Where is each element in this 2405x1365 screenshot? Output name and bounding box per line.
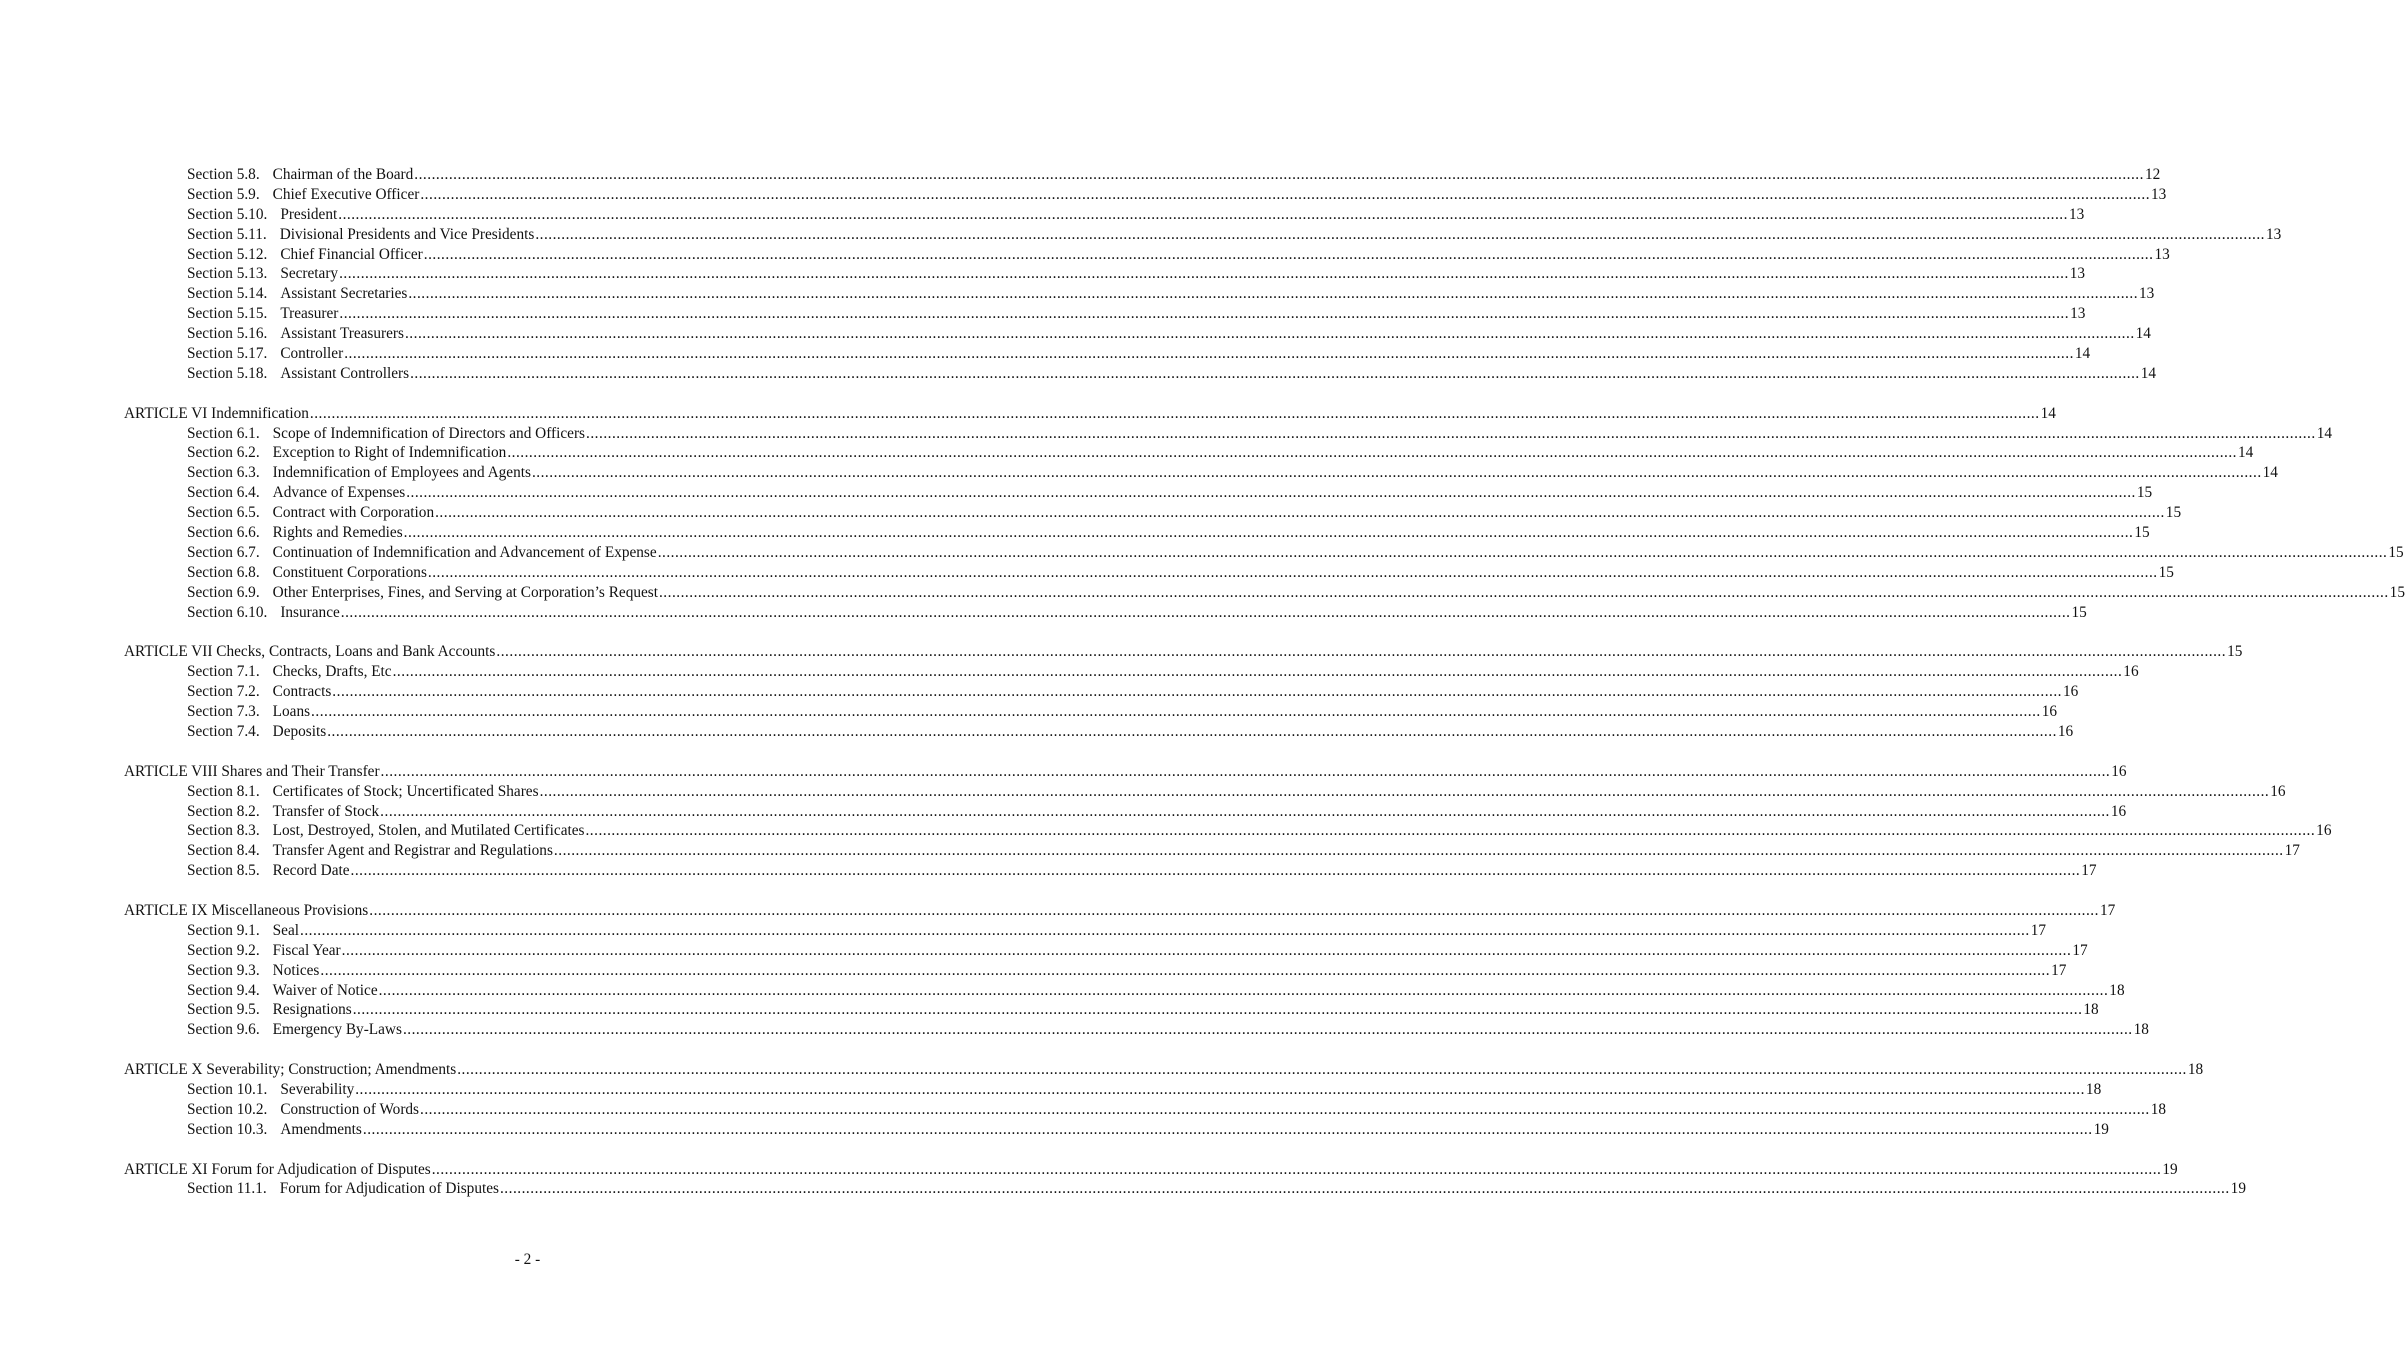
page-reference: 13 <box>2266 225 2282 243</box>
dot-leader: ................................................................................................................................................................................................................................................................................................................................................................................................................ <box>499 1180 2230 1198</box>
page-reference: 17 <box>2051 961 2067 979</box>
dot-leader: ................................................................................................................................................................................................................................................................................................................................................................................................................ <box>350 862 2081 880</box>
page-reference: 14 <box>2140 364 2157 382</box>
dot-leader: ................................................................................................................................................................................................................................................................................................................................................................................................................ <box>457 1061 2187 1079</box>
section-number: Section 7.2. <box>187 683 260 701</box>
section-number: Section 5.18. <box>187 364 268 382</box>
toc-article-entry[interactable] <box>124 762 2127 782</box>
section-number: Section 9.1. <box>187 921 260 939</box>
toc-section-entry[interactable] <box>124 304 2086 324</box>
toc-section-entry[interactable] <box>124 424 2332 444</box>
section-number: Section 5.8. <box>187 166 260 183</box>
page-reference: 15 <box>2071 603 2087 621</box>
page-reference: 15 <box>2388 543 2404 561</box>
page-reference: 13 <box>2151 185 2167 203</box>
page-reference: 16 <box>2111 762 2127 780</box>
page-reference: 13 <box>2154 245 2170 263</box>
dot-leader: ................................................................................................................................................................................................................................................................................................................................................................................................................ <box>414 166 2144 183</box>
section-number: Section 9.3. <box>187 961 260 979</box>
dot-leader: ................................................................................................................................................................................................................................................................................................................................................................................................................ <box>507 444 2237 462</box>
section-number: Section 6.7. <box>187 543 260 561</box>
section-title: Assistant Controllers <box>280 364 410 382</box>
toc-section-entry[interactable] <box>124 1080 2102 1100</box>
spacer <box>124 622 931 642</box>
section-title: Resignations <box>272 1001 352 1019</box>
page-reference: 14 <box>2262 464 2278 482</box>
section-title: Insurance <box>280 603 340 621</box>
dot-leader: ................................................................................................................................................................................................................................................................................................................................................................................................................ <box>423 245 2154 263</box>
page-reference: 19 <box>2093 1120 2109 1138</box>
dot-leader: ................................................................................................................................................................................................................................................................................................................................................................................................................ <box>320 961 2051 979</box>
section-title: Amendments <box>280 1120 362 1138</box>
page-reference: 16 <box>2062 683 2079 701</box>
section-title: Controller <box>280 345 344 363</box>
section-title: Other Enterprises, Fines, and Serving at Corporation’s Request <box>272 583 658 601</box>
toc-article-entry[interactable] <box>124 1060 2204 1080</box>
section-number: Section 8.3. <box>187 822 260 840</box>
page-reference: 16 <box>2123 663 2139 681</box>
dot-leader: ................................................................................................................................................................................................................................................................................................................................................................................................................ <box>338 205 2068 223</box>
dot-leader: ................................................................................................................................................................................................................................................................................................................................................................................................................ <box>496 643 2227 661</box>
dot-leader: ................................................................................................................................................................................................................................................................................................................................................................................................................ <box>585 822 2316 840</box>
section-title: Exception to Right of Indemnification <box>272 444 507 462</box>
page-reference: 15 <box>2227 643 2243 661</box>
spacer <box>124 1140 931 1160</box>
dot-leader: ................................................................................................................................................................................................................................................................................................................................................................................................................ <box>553 842 2284 860</box>
section-title: Advance of Expenses <box>272 484 406 502</box>
article-title: ARTICLE VI Indemnification <box>124 404 309 422</box>
page-reference: 15 <box>2389 583 2405 601</box>
page-reference: 18 <box>2109 981 2125 999</box>
section-number: Section 5.15. <box>187 305 268 323</box>
toc-section-entry[interactable] <box>124 702 2058 722</box>
page-reference: 14 <box>2135 325 2151 343</box>
section-number: Section 8.4. <box>187 842 260 860</box>
page-reference: 14 <box>2316 424 2332 442</box>
section-number: Section 10.1. <box>187 1080 268 1098</box>
toc-section-entry[interactable] <box>124 443 2254 463</box>
section-number: Section 6.10. <box>187 603 268 621</box>
page-reference: 17 <box>2030 921 2046 939</box>
dot-leader: ................................................................................................................................................................................................................................................................................................................................................................................................................ <box>431 1160 2162 1178</box>
section-number: Section 9.6. <box>187 1021 260 1039</box>
section-number: Section 10.3. <box>187 1120 268 1138</box>
toc-section-entry[interactable] <box>124 583 2405 603</box>
toc-section-entry[interactable] <box>124 782 2286 802</box>
page-reference: 18 <box>2085 1080 2102 1098</box>
page-reference: 15 <box>2134 524 2150 542</box>
toc-section-entry[interactable] <box>124 821 2332 841</box>
dot-leader: ................................................................................................................................................................................................................................................................................................................................................................................................................ <box>380 802 2110 820</box>
page-reference: 16 <box>2041 703 2058 721</box>
dot-leader: ................................................................................................................................................................................................................................................................................................................................................................................................................ <box>340 603 2071 621</box>
page-reference: 17 <box>2081 862 2097 880</box>
section-title: Certificates of Stock; Uncertificated Shares <box>272 782 539 800</box>
dot-leader: ................................................................................................................................................................................................................................................................................................................................................................................................................ <box>378 981 2109 999</box>
dot-leader: ................................................................................................................................................................................................................................................................................................................................................................................................................ <box>535 225 2265 243</box>
toc-section-entry[interactable] <box>124 165 2161 185</box>
section-title: Assistant Treasurers <box>280 325 404 343</box>
toc-section-entry[interactable] <box>124 543 2404 563</box>
toc-section-entry[interactable] <box>124 364 2157 384</box>
page-reference: 18 <box>2150 1100 2166 1118</box>
dot-leader: ................................................................................................................................................................................................................................................................................................................................................................................................................ <box>404 325 2135 343</box>
page-reference: 16 <box>2270 782 2286 800</box>
section-title: Loans <box>272 703 311 721</box>
section-number: Section 6.4. <box>187 484 260 502</box>
dot-leader: ................................................................................................................................................................................................................................................................................................................................................................................................................ <box>420 185 2151 203</box>
section-title: Rights and Remedies <box>272 524 403 542</box>
section-title: Contract with Corporation <box>272 504 435 522</box>
section-number: Section 10.2. <box>187 1100 268 1118</box>
dot-leader: ................................................................................................................................................................................................................................................................................................................................................................................................................ <box>369 901 2099 919</box>
section-title: Constituent Corporations <box>272 563 427 581</box>
toc-section-entry[interactable] <box>124 185 2167 205</box>
page-reference: 15 <box>2165 504 2182 522</box>
page-reference: 13 <box>2070 305 2086 323</box>
toc-section-entry[interactable] <box>124 841 2300 861</box>
toc-section-entry[interactable] <box>124 324 2151 344</box>
dot-leader: ................................................................................................................................................................................................................................................................................................................................................................................................................ <box>332 683 2062 701</box>
page-reference: 18 <box>2133 1021 2149 1039</box>
page-reference: 19 <box>2162 1160 2178 1178</box>
article-title: ARTICLE XI Forum for Adjudication of Disputes <box>124 1160 431 1178</box>
section-number: Section 5.17. <box>187 345 268 363</box>
toc-section-entry[interactable] <box>124 225 2282 245</box>
dot-leader: ................................................................................................................................................................................................................................................................................................................................................................................................................ <box>408 285 2139 303</box>
section-title: Forum for Adjudication of Disputes <box>279 1180 499 1198</box>
dot-leader: ................................................................................................................................................................................................................................................................................................................................................................................................................ <box>309 404 2040 422</box>
section-title: Chief Financial Officer <box>280 245 423 263</box>
section-title: Notices <box>272 961 320 979</box>
section-number: Section 9.5. <box>187 1001 260 1019</box>
dot-leader: ................................................................................................................................................................................................................................................................................................................................................................................................................ <box>420 1100 2150 1118</box>
section-number: Section 9.2. <box>187 941 260 959</box>
dot-leader: ................................................................................................................................................................................................................................................................................................................................................................................................................ <box>406 484 2136 502</box>
spacer <box>124 881 931 901</box>
toc-article-entry[interactable] <box>124 404 2056 424</box>
section-title: Contracts <box>272 683 332 701</box>
page-reference: 13 <box>2069 265 2086 283</box>
section-title: Fiscal Year <box>272 941 341 959</box>
toc-section-entry[interactable] <box>124 981 2125 1001</box>
section-title: Emergency By-Laws <box>272 1021 402 1039</box>
page-reference: 14 <box>2040 404 2056 422</box>
section-number: Section 8.1. <box>187 782 260 800</box>
section-title: Chairman of the Board <box>272 166 414 183</box>
section-title: Deposits <box>272 722 327 740</box>
section-number: Section 6.3. <box>187 464 260 482</box>
toc-section-entry[interactable] <box>124 603 2087 623</box>
dot-leader: ................................................................................................................................................................................................................................................................................................................................................................................................................ <box>380 762 2111 780</box>
section-number: Section 6.9. <box>187 583 260 601</box>
page-reference: 16 <box>2057 722 2074 740</box>
dot-leader: ................................................................................................................................................................................................................................................................................................................................................................................................................ <box>327 722 2057 740</box>
toc-section-entry[interactable] <box>124 722 2074 742</box>
dot-leader: ................................................................................................................................................................................................................................................................................................................................................................................................................ <box>392 663 2123 681</box>
page-reference: 14 <box>2074 345 2091 363</box>
section-title: Scope of Indemnification of Directors and Officers <box>272 424 586 442</box>
section-title: Treasurer <box>280 305 339 323</box>
dot-leader: ................................................................................................................................................................................................................................................................................................................................................................................................................ <box>657 543 2388 561</box>
toc-section-entry[interactable] <box>124 284 2155 304</box>
section-number: Section 5.10. <box>187 205 268 223</box>
section-title: President <box>280 205 338 223</box>
page-reference: 18 <box>2083 1001 2099 1019</box>
dot-leader: ................................................................................................................................................................................................................................................................................................................................................................................................................ <box>539 782 2270 800</box>
dot-leader: ................................................................................................................................................................................................................................................................................................................................................................................................................ <box>355 1080 2085 1098</box>
toc-section-entry[interactable] <box>124 1100 2166 1120</box>
spacer <box>124 384 931 404</box>
toc-section-entry[interactable] <box>124 463 2278 483</box>
toc-section-entry[interactable] <box>124 861 2097 881</box>
article-title: ARTICLE VII Checks, Contracts, Loans and Bank Accounts <box>124 643 496 661</box>
page-reference: 12 <box>2144 166 2161 183</box>
page-reference: 13 <box>2139 285 2155 303</box>
toc-section-entry[interactable] <box>124 344 2091 364</box>
page-reference: 17 <box>2284 842 2300 860</box>
toc-section-entry[interactable] <box>124 682 2079 702</box>
section-title: Record Date <box>272 862 350 880</box>
dot-leader: ................................................................................................................................................................................................................................................................................................................................................................................................................ <box>427 563 2158 581</box>
toc-article-entry[interactable] <box>124 901 2116 921</box>
section-number: Section 5.14. <box>187 285 268 303</box>
section-number: Section 7.3. <box>187 703 260 721</box>
spacer <box>124 1040 931 1060</box>
section-title: Secretary <box>280 265 339 283</box>
dot-leader: ................................................................................................................................................................................................................................................................................................................................................................................................................ <box>311 703 2041 721</box>
toc-section-entry[interactable] <box>124 483 2153 503</box>
section-number: Section 5.13. <box>187 265 268 283</box>
toc-section-entry[interactable] <box>124 1179 2246 1199</box>
section-title: Lost, Destroyed, Stolen, and Mutilated Certificates <box>272 822 585 840</box>
toc-section-entry[interactable] <box>124 802 2127 822</box>
section-number: Section 5.12. <box>187 245 268 263</box>
section-number: Section 7.1. <box>187 663 260 681</box>
section-title: Chief Executive Officer <box>272 185 420 203</box>
toc-section-entry[interactable] <box>124 1020 2149 1040</box>
dot-leader: ................................................................................................................................................................................................................................................................................................................................................................................................................ <box>410 364 2140 382</box>
page-reference: 17 <box>2099 901 2116 919</box>
page-reference: 18 <box>2187 1061 2204 1079</box>
page-reference: 14 <box>2238 444 2254 462</box>
toc-section-entry[interactable] <box>124 662 2139 682</box>
toc-section-entry[interactable] <box>124 1000 2099 1020</box>
dot-leader: ................................................................................................................................................................................................................................................................................................................................................................................................................ <box>402 1021 2133 1039</box>
dot-leader: ................................................................................................................................................................................................................................................................................................................................................................................................................ <box>362 1120 2093 1138</box>
section-number: Section 9.4. <box>187 981 260 999</box>
section-title: Transfer Agent and Registrar and Regulations <box>272 842 553 860</box>
toc-article-entry[interactable] <box>124 642 2243 662</box>
section-title: Divisional Presidents and Vice Presidents <box>279 225 535 243</box>
section-number: Section 6.2. <box>187 444 260 462</box>
section-title: Indemnification of Employees and Agents <box>272 464 531 482</box>
dot-leader: ................................................................................................................................................................................................................................................................................................................................................................................................................ <box>352 1001 2083 1019</box>
page-reference: 16 <box>2316 822 2332 840</box>
section-number: Section 8.2. <box>187 802 260 820</box>
section-title: Transfer of Stock <box>272 802 380 820</box>
section-number: Section 6.5. <box>187 504 260 522</box>
section-title: Checks, Drafts, Etc <box>272 663 392 681</box>
dot-leader: ................................................................................................................................................................................................................................................................................................................................................................................................................ <box>339 265 2069 283</box>
toc-section-entry[interactable] <box>124 563 2174 583</box>
section-number: Section 7.4. <box>187 722 260 740</box>
section-number: Section 5.11. <box>187 225 267 243</box>
dot-leader: ................................................................................................................................................................................................................................................................................................................................................................................................................ <box>341 941 2072 959</box>
toc-section-entry[interactable] <box>124 503 2182 523</box>
dot-leader: ................................................................................................................................................................................................................................................................................................................................................................................................................ <box>435 504 2165 522</box>
toc-section-entry[interactable] <box>124 921 2046 941</box>
spacer <box>124 742 931 762</box>
section-title: Construction of Words <box>280 1100 420 1118</box>
toc-section-entry[interactable] <box>124 961 2067 981</box>
page-reference: 16 <box>2110 802 2127 820</box>
page-reference: 19 <box>2230 1180 2246 1198</box>
dot-leader: ................................................................................................................................................................................................................................................................................................................................................................................................................ <box>300 921 2030 939</box>
section-number: Section 11.1. <box>187 1180 267 1198</box>
section-title: Continuation of Indemnification and Advancement of Expense <box>272 543 657 561</box>
page-reference: 15 <box>2158 563 2174 581</box>
table-of-contents <box>124 165 2405 1199</box>
toc-article-entry[interactable] <box>124 1160 2178 1180</box>
dot-leader: ................................................................................................................................................................................................................................................................................................................................................................................................................ <box>658 583 2389 601</box>
dot-leader: ................................................................................................................................................................................................................................................................................................................................................................................................................ <box>339 305 2070 323</box>
section-number: Section 5.9. <box>187 185 260 203</box>
page-reference: 17 <box>2072 941 2088 959</box>
section-title: Seal <box>272 921 299 939</box>
article-title: ARTICLE VIII Shares and Their Transfer <box>124 762 380 780</box>
section-number: Section 6.1. <box>187 424 260 442</box>
section-title: Waiver of Notice <box>272 981 378 999</box>
toc-section-entry[interactable] <box>124 941 2088 961</box>
section-number: Section 6.8. <box>187 563 260 581</box>
dot-leader: ................................................................................................................................................................................................................................................................................................................................................................................................................ <box>586 424 2316 442</box>
section-title: Severability <box>280 1080 355 1098</box>
section-title: Assistant Secretaries <box>280 285 408 303</box>
dot-leader: ................................................................................................................................................................................................................................................................................................................................................................................................................ <box>403 524 2134 542</box>
page-reference: 13 <box>2068 205 2085 223</box>
toc-section-entry[interactable] <box>124 264 2086 284</box>
article-title: ARTICLE IX Miscellaneous Provisions <box>124 901 369 919</box>
section-number: Section 5.16. <box>187 325 268 343</box>
toc-section-entry[interactable] <box>124 523 2150 543</box>
page-number: - 2 - <box>514 1251 541 1268</box>
toc-section-entry[interactable] <box>124 1120 2109 1140</box>
toc-section-entry[interactable] <box>124 205 2085 225</box>
article-title: ARTICLE X Severability; Construction; Amendments <box>124 1061 457 1079</box>
dot-leader: ................................................................................................................................................................................................................................................................................................................................................................................................................ <box>344 345 2074 363</box>
section-number: Section 8.5. <box>187 862 260 880</box>
section-number: Section 6.6. <box>187 524 260 542</box>
dot-leader: ................................................................................................................................................................................................................................................................................................................................................................................................................ <box>531 464 2262 482</box>
toc-section-entry[interactable] <box>124 245 2170 265</box>
page-reference: 15 <box>2136 484 2153 502</box>
